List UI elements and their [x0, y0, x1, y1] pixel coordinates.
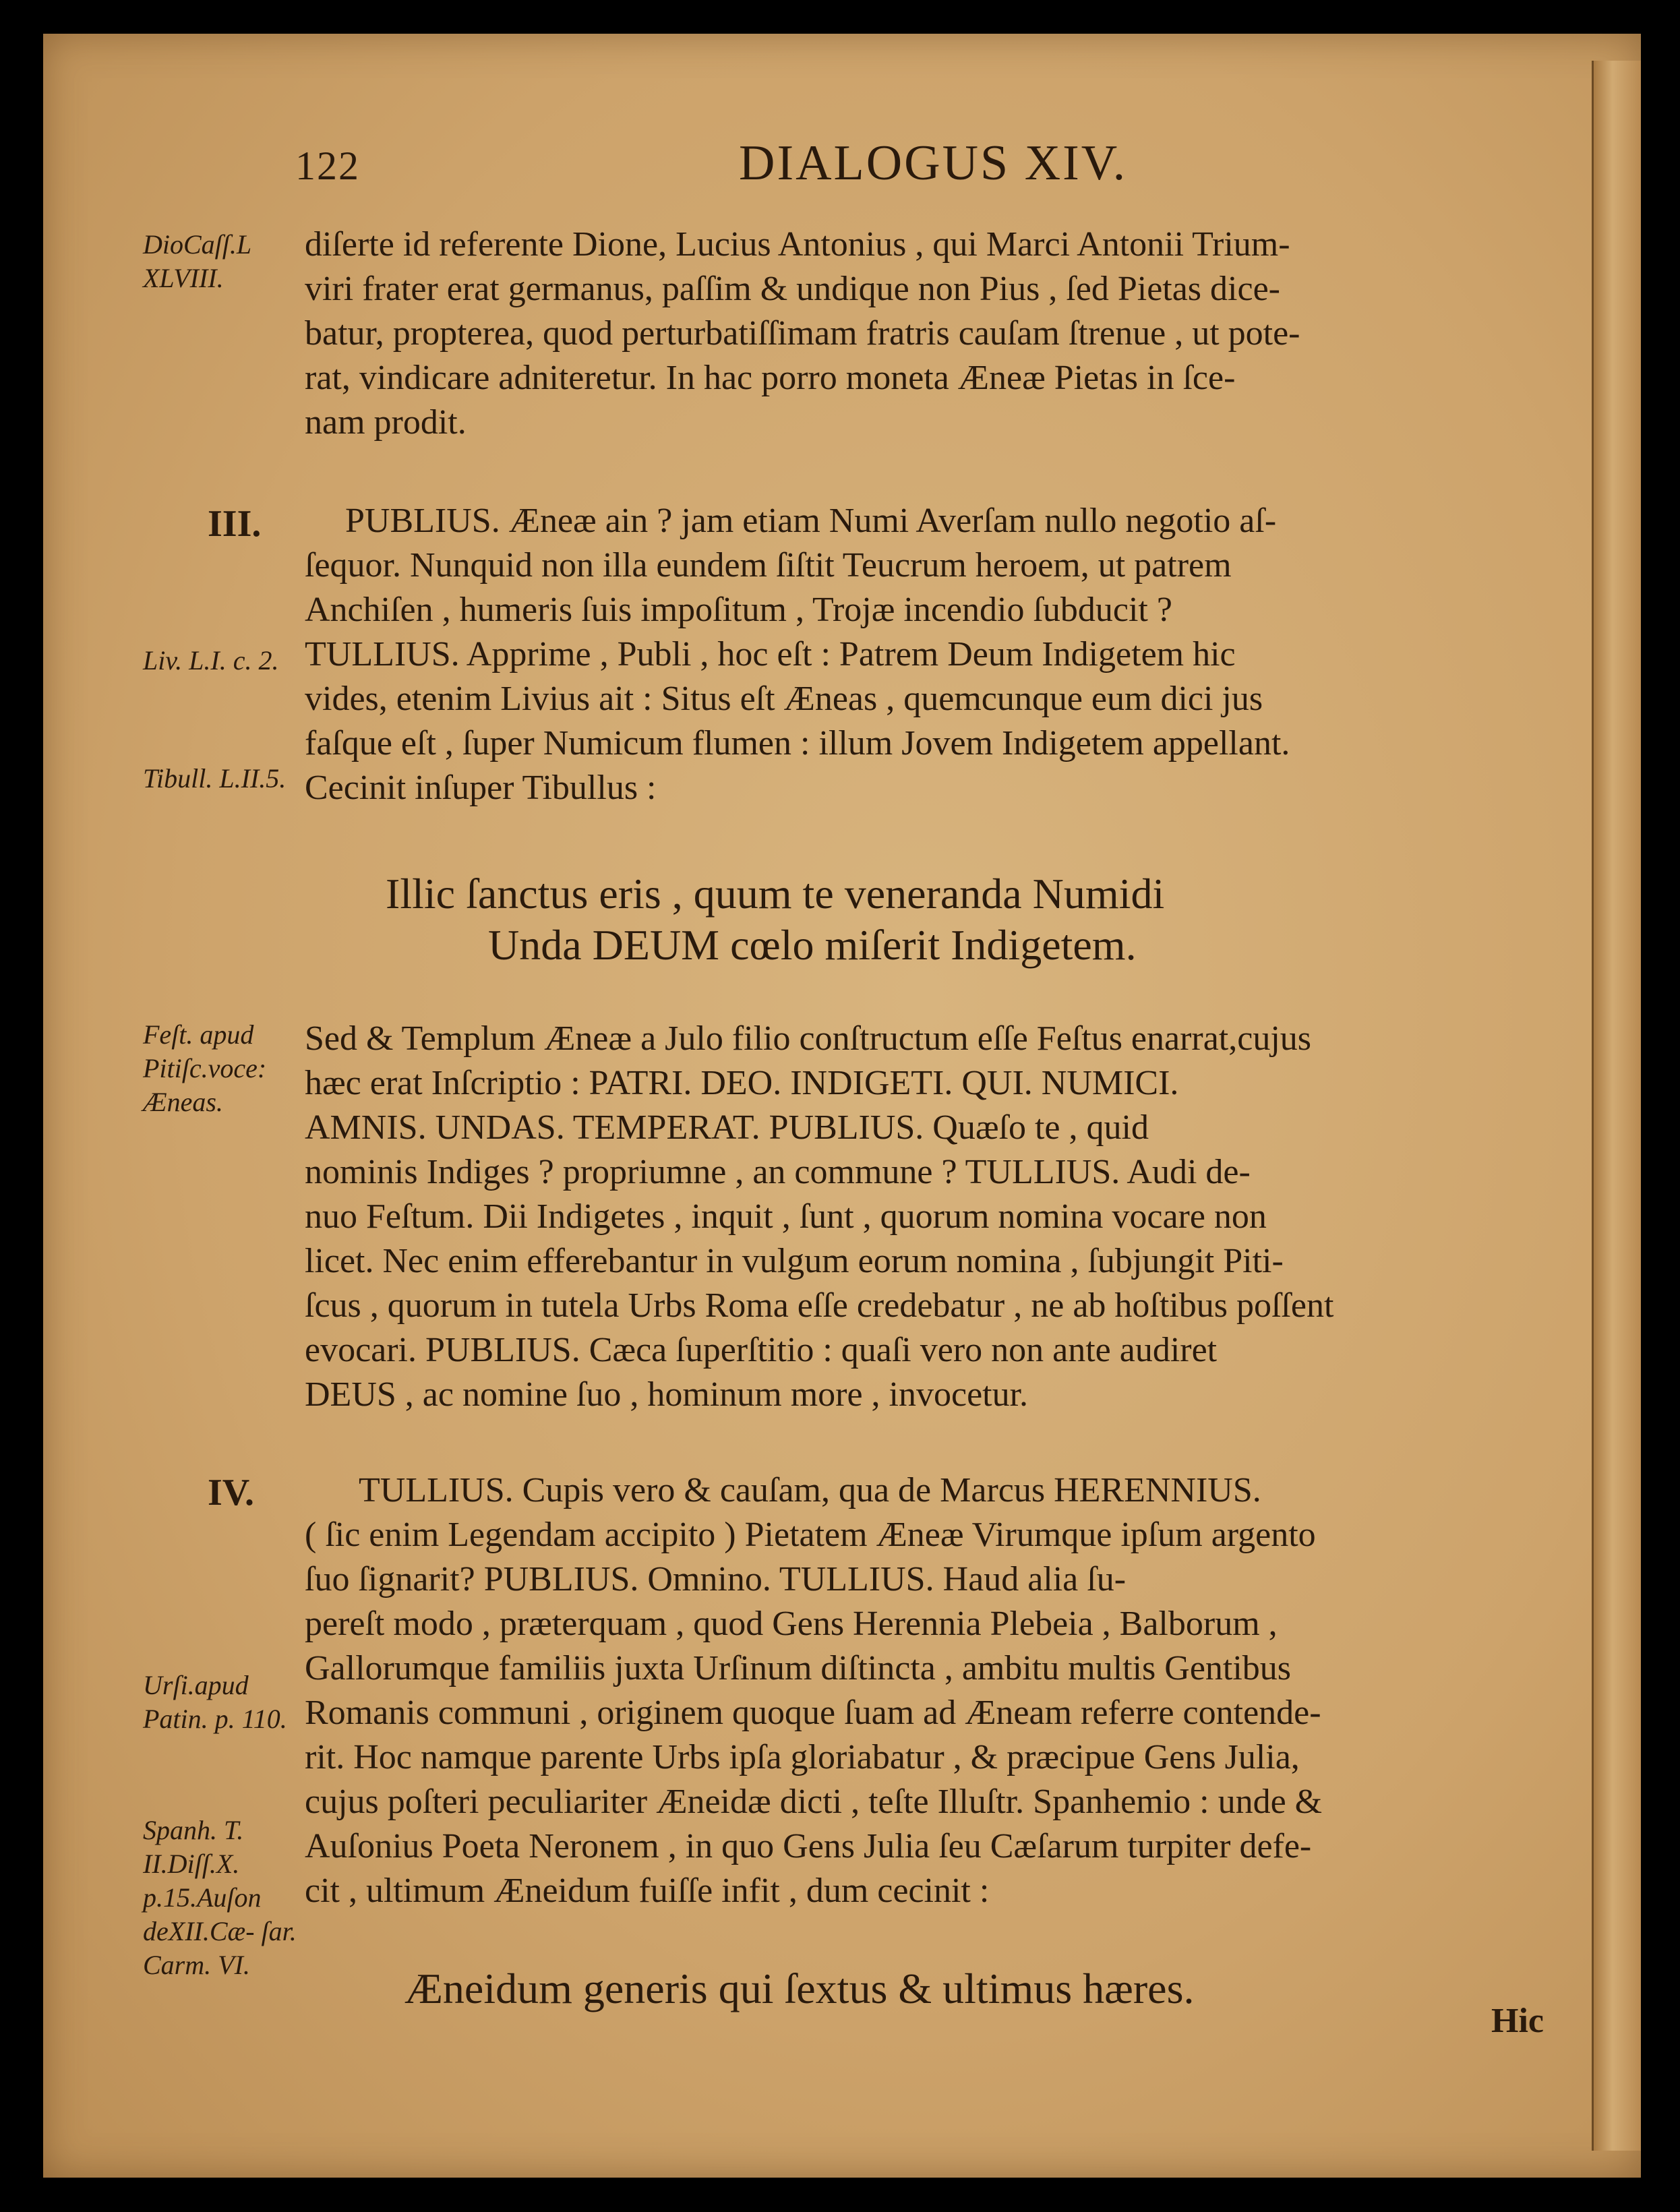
text-line: cujus poſteri peculiariter Æneidæ dicti , teſte Illuſtr. Spanhemio : unde & [305, 1783, 1323, 1821]
text-line: evocari. PUBLIUS. Cæca ſuperſtitio : quaſi vero non ante audiret [305, 1331, 1218, 1369]
text-line: Cecinit inſuper Tibullus : [305, 769, 657, 807]
text-line: nam prodit. [305, 403, 467, 442]
text-line: ( ſic enim Legendam accipito ) Pietatem Æneæ Virumque ipſum argento [305, 1516, 1316, 1554]
page-number: 122 [295, 144, 360, 188]
text-line: Gallorumque familiis juxta Urſinum diſtincta , ambitu multis Gentibus [305, 1649, 1292, 1687]
text-line: TULLIUS. Apprime , Publi , hoc eſt : Patrem Deum Indigetem hic [305, 635, 1236, 674]
text-line: cit , ultimum Æneidum fuiſſe infit , dum cecinit : [305, 1872, 990, 1910]
margin-note: DioCaſſ.L XLVIII. [143, 229, 251, 293]
text-line: ſuo ſignarit? PUBLIUS. Omnino. TULLIUS. Haud alia ſu- [305, 1560, 1127, 1598]
text-line: AMNIS. UNDAS. TEMPERAT. PUBLIUS. Quæſo te , quid [305, 1108, 1149, 1147]
margin-note: Liv. L.I. c. 2. [143, 645, 279, 676]
text-line: ſcus , quorum in tutela Urbs Roma eſſe credebatur , ne ab hoſtibus poſſent [305, 1286, 1334, 1325]
margin-note: Feſt. apud Pitiſc.voce: Æneas. [143, 1019, 267, 1117]
margin-note: Spanh. T. II.Diſſ.X. p.15.Auſon deXII.Cæ- ſar. Carm. VI. [143, 1815, 297, 1980]
text-line: nuo Feſtum. Dii Indigetes , inquit , ſunt , quorum nomina vocare non [305, 1197, 1267, 1236]
text-line: Sed & Templum Æneæ a Julo filio conſtructum eſſe Feſtus enarrat,cujus [305, 1019, 1312, 1058]
text-line: Romanis communi , originem quoque ſuam ad Æneam referre contende- [305, 1694, 1321, 1732]
text-line: Anchiſen , humeris ſuis impoſitum , Trojæ incendio ſubducit ? [305, 591, 1172, 629]
paragraph-festus [305, 1017, 1542, 1417]
section-number: III. [208, 503, 262, 545]
text-line: PUBLIUS. Æneæ ain ? jam etiam Numi Averſam nullo negotio aſ- [345, 502, 1277, 540]
verse-line: Illic ſanctus eris , quum te veneranda Numidi [386, 870, 1165, 918]
margin-note: Tibull. L.II.5. [143, 763, 287, 794]
verse-line: Æneidum generis qui ſextus & ultimus hæres. [404, 1965, 1195, 2012]
section-3-text [305, 499, 1542, 810]
text-line: vides, etenim Livius ait : Situs eſt Æneas , quemcunque eum dici jus [305, 680, 1263, 718]
text-line: DEUS , ac nomine ſuo , hominum more , invocetur. [305, 1375, 1029, 1414]
section-4-text [305, 1468, 1542, 1913]
text-line: ſequor. Nunquid non illa eundem ſiſtit Teucrum heroem, ut patrem [305, 546, 1232, 585]
text-line: rit. Hoc namque parente Urbs ipſa gloriabatur , & præcipue Gens Julia, [305, 1738, 1300, 1776]
text-line: diſerte id referente Dione, Lucius Antonius , qui Marci Antonii Trium- [305, 225, 1290, 264]
section-number: IV. [208, 1472, 255, 1514]
paragraph-1 [305, 222, 1542, 445]
text-line: rat, vindicare adniteretur. In hac porro moneta Æneæ Pietas in ſce- [305, 359, 1236, 397]
verse-line: Unda DEUM cœlo miſerit Indigetem. [488, 921, 1137, 969]
page-title: DIALOGUS XIV. [739, 136, 1128, 191]
text-line: Auſonius Poeta Neronem , in quo Gens Julia ſeu Cæſarum turpiter defe- [305, 1827, 1312, 1865]
margin-note: Urſi.apud Patin. p. 110. [143, 1670, 287, 1734]
verse-quote [386, 868, 1164, 971]
text-line: pereſt modo , præterquam , quod Gens Herennia Plebeia , Balborum , [305, 1605, 1278, 1643]
catchword: Hic [1491, 2002, 1544, 2040]
text-line: nominis Indiges ? propriumne , an commune ? TULLIUS. Audi de- [305, 1153, 1251, 1191]
text-line: licet. Nec enim efferebantur in vulgum eorum nomina , ſubjungit Piti- [305, 1242, 1284, 1280]
page-edge [1592, 61, 1641, 2151]
text-line: batur, propterea, quod perturbatiſſimam fratris cauſam ſtrenue , ut pote- [305, 314, 1300, 353]
text-line: hæc erat Inſcriptio : PATRI. DEO. INDIGETI. QUI. NUMICI. [305, 1064, 1179, 1102]
text-line: faſque eſt , ſuper Numicum flumen : illum Jovem Indigetem appellant. [305, 724, 1290, 763]
text-line: viri frater erat germanus, paſſim & undique non Pius , ſed Pietas dice- [305, 270, 1280, 308]
text-line: TULLIUS. Cupis vero & cauſam, qua de Marcus HERENNIUS. [359, 1471, 1261, 1509]
